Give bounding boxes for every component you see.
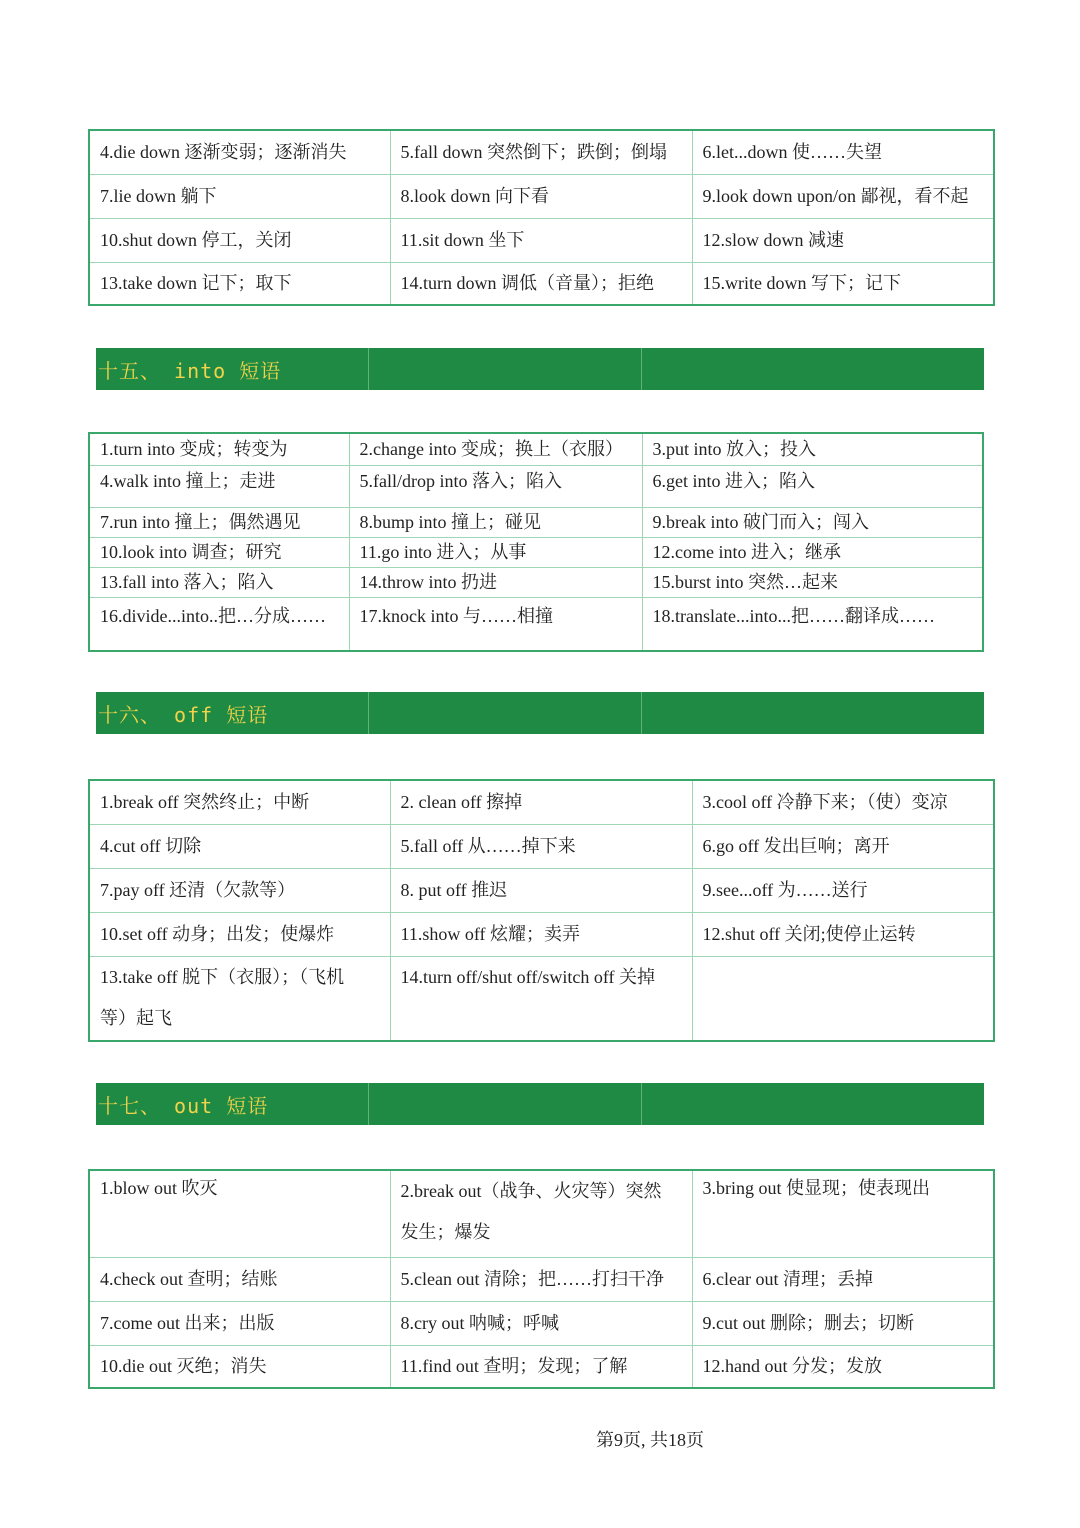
table-cell: 10.set off 动身；出发；使爆炸 — [89, 912, 390, 956]
section-title: 十五、 into 短语 — [98, 358, 282, 383]
page-number: 第9页, 共18页 — [596, 1430, 704, 1450]
into-phrases-table — [88, 432, 984, 652]
cell-line: 等）起飞 — [100, 1007, 172, 1028]
table-cell: 17.knock into 与……相撞 — [349, 597, 642, 651]
table-cell: 8.bump into 撞上；碰见 — [349, 507, 642, 537]
table-cell: 12.come into 进入；继承 — [642, 537, 983, 567]
table-cell: 9.cut out 删除；删去；切断 — [692, 1301, 994, 1345]
table-cell: 4.cut off 切除 — [89, 824, 390, 868]
section-heading-off — [96, 692, 984, 734]
table-cell: 5.fall down 突然倒下；跌倒；倒塌 — [390, 130, 692, 174]
down-phrases-table — [88, 129, 995, 306]
table-cell: 18.translate...into...把……翻译成…… — [642, 597, 983, 651]
table-cell: 12.hand out 分发；发放 — [692, 1345, 994, 1388]
table-cell: 8. put off 推迟 — [390, 868, 692, 912]
table-cell: 5.fall off 从……掉下来 — [390, 824, 692, 868]
table-cell: 7.lie down 躺下 — [89, 174, 390, 218]
table-cell: 1.blow out 吹灭 — [89, 1170, 390, 1257]
table-cell: 1.turn into 变成；转变为 — [89, 433, 349, 465]
table-cell: 10.shut down 停工，关闭 — [89, 218, 390, 262]
table-cell: 7.run into 撞上；偶然遇见 — [89, 507, 349, 537]
table-cell: 4.die down 逐渐变弱；逐渐消失 — [89, 130, 390, 174]
table-cell: 12.shut off 关闭;使停止运转 — [692, 912, 994, 956]
table-cell: 6.let...down 使……失望 — [692, 130, 994, 174]
table-cell: 7.pay off 还清（欠款等） — [89, 868, 390, 912]
table-cell: 3.cool off 冷静下来；（使）变凉 — [692, 780, 994, 824]
table-cell — [692, 956, 994, 1041]
table-cell: 8.cry out 呐喊；呼喊 — [390, 1301, 692, 1345]
table-cell: 4.check out 查明；结账 — [89, 1257, 390, 1301]
table-cell: 10.look into 调查；研究 — [89, 537, 349, 567]
table-cell: 14.turn off/shut off/switch off 关掉 — [390, 956, 692, 1041]
cell-line: 13.take off 脱下（衣服）；（飞机 — [100, 966, 345, 987]
table-cell: 2. clean off 擦掉 — [390, 780, 692, 824]
section-heading-out — [96, 1083, 984, 1125]
table-cell: 13.fall into 落入；陷入 — [89, 567, 349, 597]
table-cell: 9.break into 破门而入；闯入 — [642, 507, 983, 537]
table-cell: 4.walk into 撞上；走进 — [89, 465, 349, 507]
off-phrases-table — [88, 779, 995, 1042]
table-cell: 6.clear out 清理；丢掉 — [692, 1257, 994, 1301]
table-cell — [89, 956, 390, 1041]
table-cell: 1.break off 突然终止；中断 — [89, 780, 390, 824]
table-cell: 11.find out 查明；发现；了解 — [390, 1345, 692, 1388]
table-cell — [390, 1170, 692, 1257]
table-cell: 2.change into 变成；换上（衣服） — [349, 433, 642, 465]
table-cell: 5.fall/drop into 落入；陷入 — [349, 465, 642, 507]
cell-line: 发生；爆发 — [400, 1222, 491, 1242]
table-cell: 15.burst into 突然…起来 — [642, 567, 983, 597]
section-title: 十六、 off 短语 — [98, 702, 269, 727]
table-cell: 11.go into 进入；从事 — [349, 537, 642, 567]
table-cell: 5.clean out 清除；把……打扫干净 — [390, 1257, 692, 1301]
table-cell: 16.divide...into..把…分成…… — [89, 597, 349, 651]
section-heading-into — [96, 348, 984, 390]
table-cell: 3.put into 放入；投入 — [642, 433, 983, 465]
table-cell: 9.see...off 为……送行 — [692, 868, 994, 912]
table-cell: 11.sit down 坐下 — [390, 218, 692, 262]
cell-line: 2.break out（战争、火灾等）突然 — [400, 1181, 662, 1201]
table-cell: 6.get into 进入；陷入 — [642, 465, 983, 507]
table-cell: 11.show off 炫耀；卖弄 — [390, 912, 692, 956]
table-cell: 14.throw into 扔进 — [349, 567, 642, 597]
table-cell: 6.go off 发出巨响；离开 — [692, 824, 994, 868]
table-cell: 10.die out 灭绝；消失 — [89, 1345, 390, 1388]
table-cell: 12.slow down 减速 — [692, 218, 994, 262]
table-cell: 7.come out 出来；出版 — [89, 1301, 390, 1345]
table-cell: 8.look down 向下看 — [390, 174, 692, 218]
table-cell: 13.take down 记下；取下 — [89, 262, 390, 305]
out-phrases-table — [88, 1169, 995, 1389]
table-cell: 9.look down upon/on 鄙视，看不起 — [692, 174, 994, 218]
table-cell: 3.bring out 使显现；使表现出 — [692, 1170, 994, 1257]
table-cell: 15.write down 写下；记下 — [692, 262, 994, 305]
table-cell: 14.turn down 调低（音量）；拒绝 — [390, 262, 692, 305]
section-title: 十七、 out 短语 — [98, 1093, 269, 1118]
